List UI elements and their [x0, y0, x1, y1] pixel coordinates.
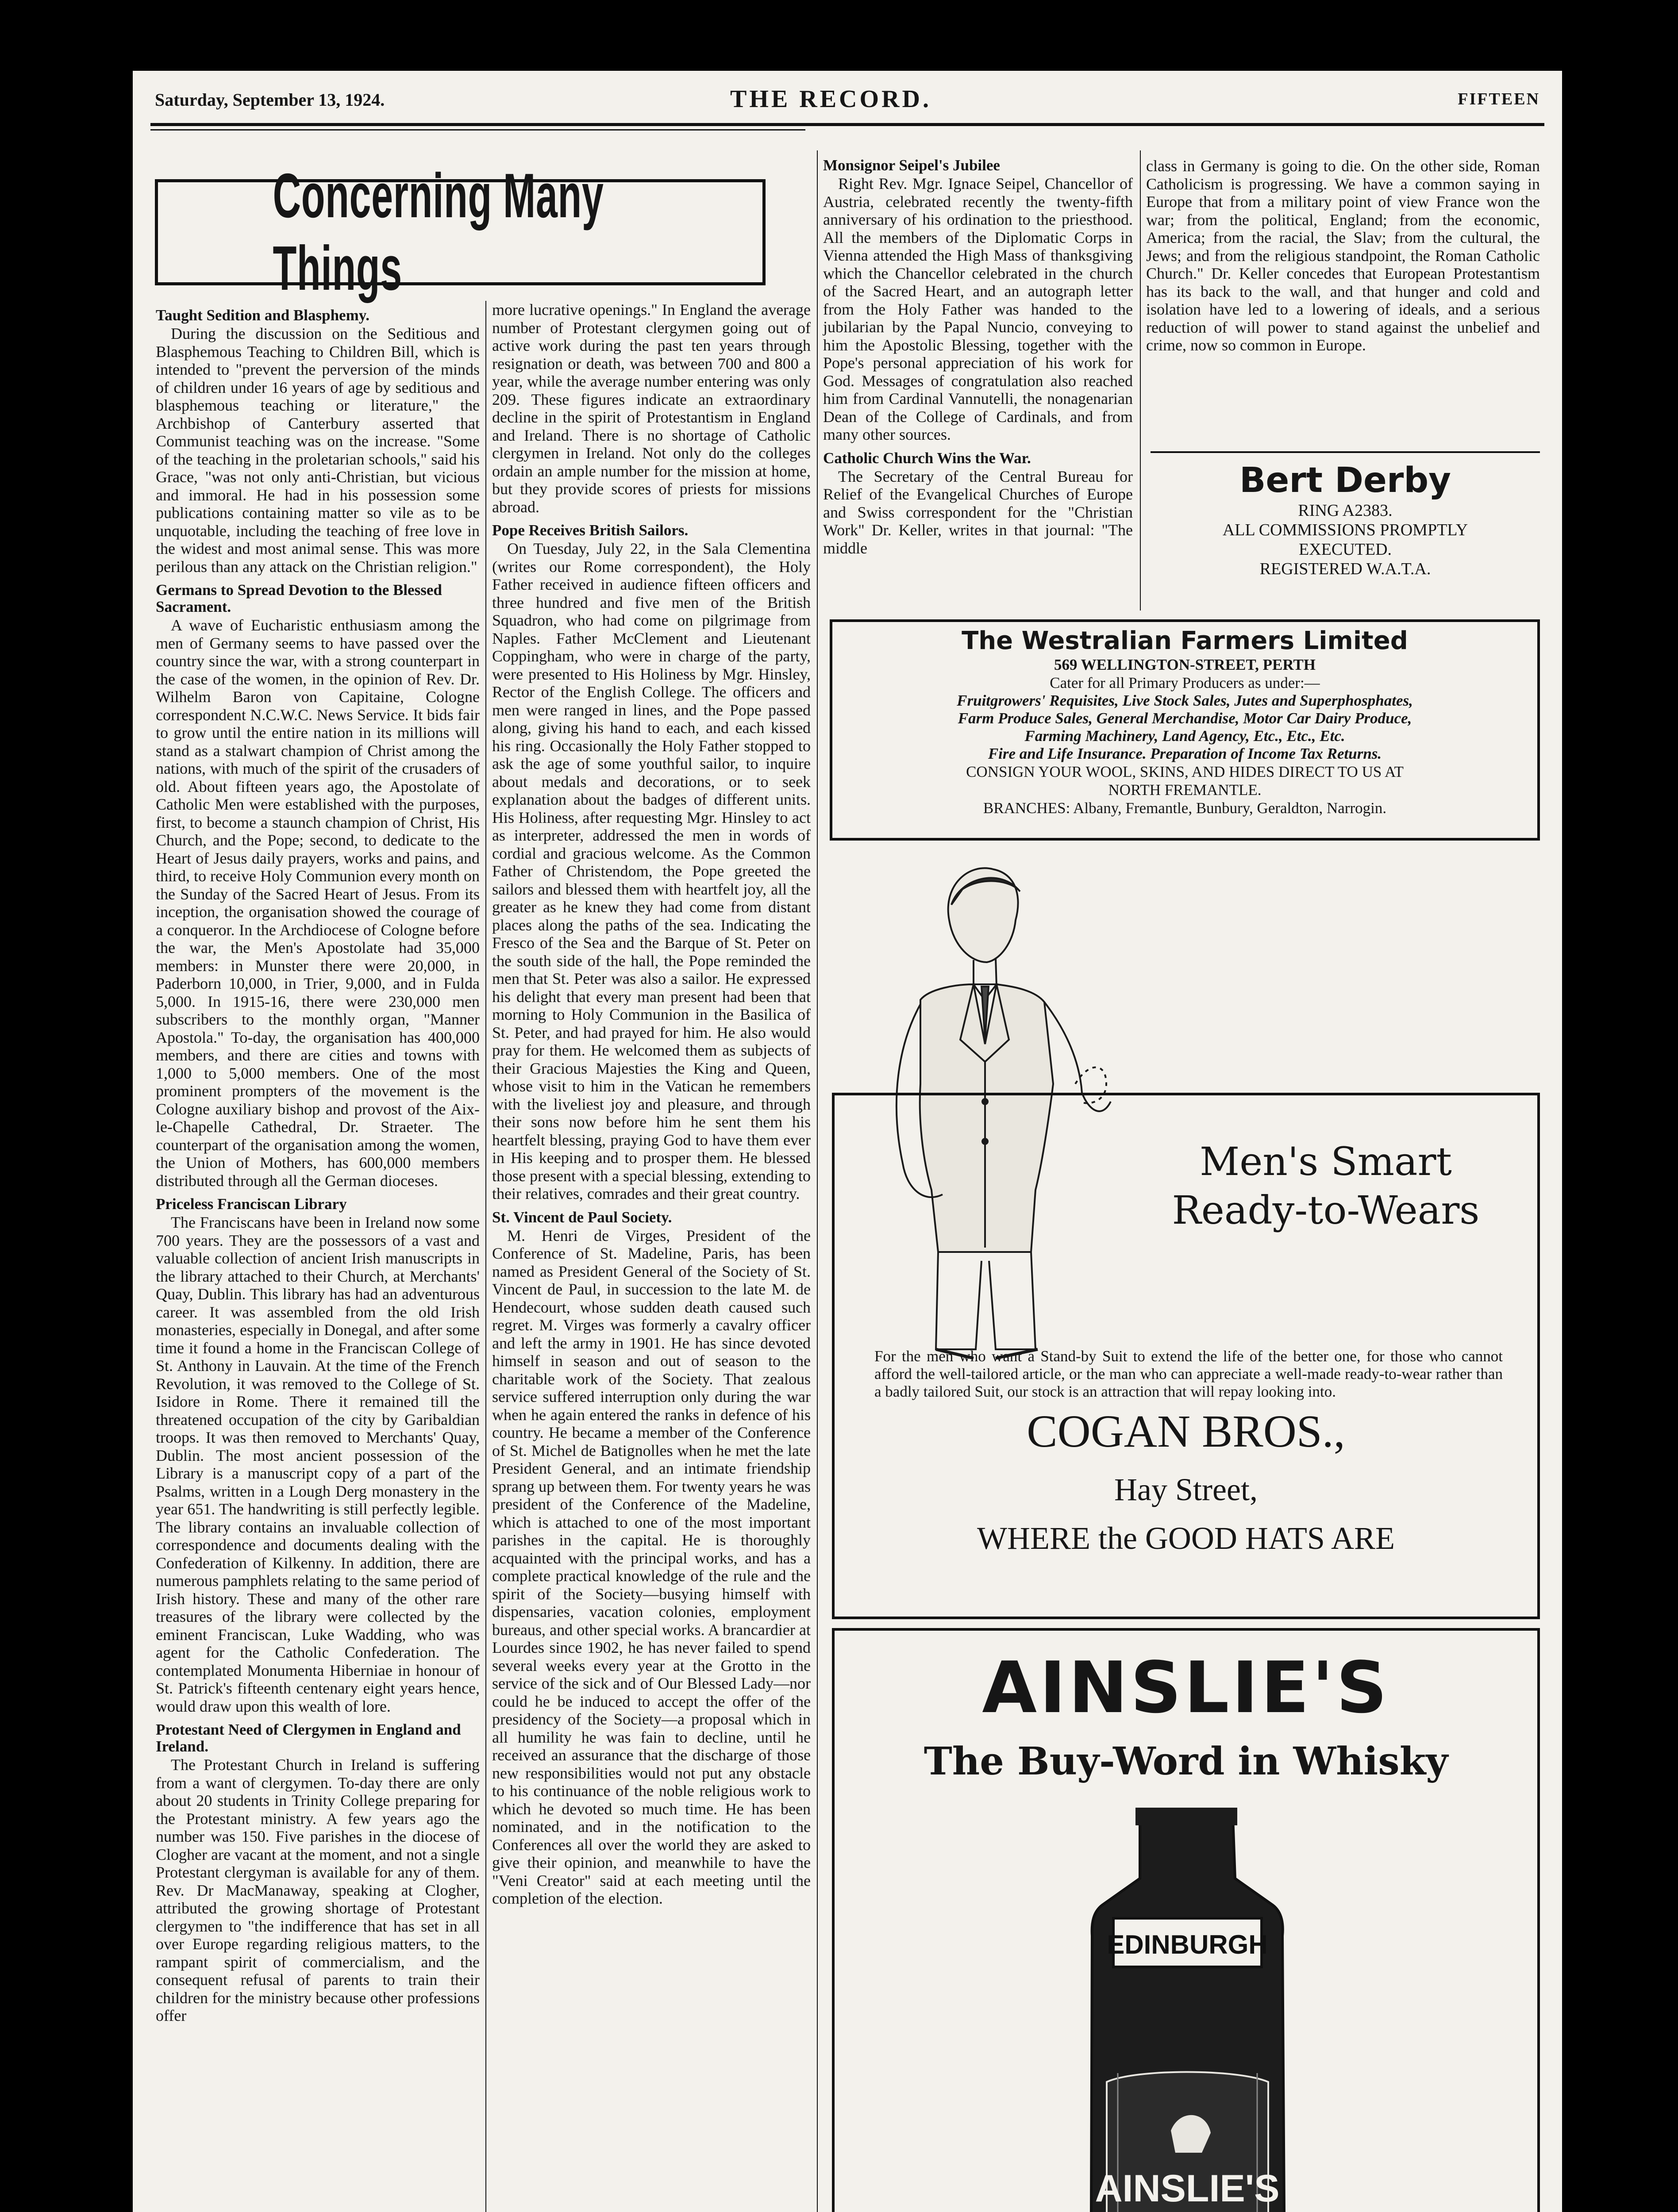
column-rule [485, 301, 486, 2212]
westralian-ad-service: Fire and Life Insurance. Preparation of Income Tax Returns. [988, 745, 1382, 762]
westralian-ad-service: Farming Machinery, Land Agency, Etc., Etc., Etc. [1024, 727, 1345, 745]
ainslie-ad-name: AINSLIE'S [982, 1646, 1390, 1729]
article-headline: Monsignor Seipel's Jubilee [823, 157, 1000, 174]
article-body: more lucrative openings." In England the average number of Protestant clergymen going out of active work during the past ten years through resignation or death, was between 700 and 800 a year, while the average number entering was only 209. These figures indicate an extraordinary decline in the spirit of Protestantism in England and Ireland. There is no shortage of Catholic clergymen in Ireland. Not only do the colleges ordain an ample number for the mission at home, but they provide scores of priests for missions abroad. [492, 301, 811, 516]
derby-ad-line: REGISTERED W.A.T.A. [1259, 560, 1431, 578]
ainslies-whisky-advertisement [832, 1628, 1540, 2212]
cogan-ad-headline-line2: Ready-to-Wears [1172, 1187, 1480, 1233]
ad-rule [1151, 451, 1540, 453]
article-headline: Priceless Franciscan Library [156, 1195, 347, 1213]
westralian-ad-line: NORTH FREMANTLE. [1108, 781, 1262, 799]
bottle-label-brand: AINSLIE'S [1095, 2167, 1280, 2210]
westralian-ad-line: CONSIGN YOUR WOOL, SKINS, AND HIDES DIRECT TO US AT [966, 763, 1404, 780]
derby-ad-name: Bert Derby [1239, 461, 1451, 500]
article-body: class in Germany is going to die. On the other side, Roman Catholicism is progressing. We have a common saying in Europe that from a military point of view France won the war; from the political, England; from the economic, America; from the racial, the Slav; from the cultural, the Jews; and from the religious standpoint, the Roman Catholic Church." Dr. Keller concedes that European Protestantism has its back to the wall, and that hunger and cold and isolation have led to a lowering of ideals, and a serious reduction of will power to stand against the unbelief and crime, now so common in Europe. [1146, 157, 1540, 354]
cogan-bros-advertisement [832, 1093, 1540, 1619]
column-1 [156, 301, 480, 2212]
article-headline: St. Vincent de Paul Society. [492, 1208, 672, 1226]
article-body: During the discussion on the Seditious and Blasphemous Teaching to Children Bill, which is intended to "prevent the perversion of the minds of children under 16 years of age by seditious and blasphemous teaching or literature," the Archbishop of Canterbury asserted that Communist teaching was on the increase. "Some of the teaching in the proletarian schools," said his Grace, "was not only anti-Christian, but vicious and immoral. He had in his possession some publications containing matter so vile as to be unquotable, including the teaching of free love in the widest and most animal sense. This was more perilous than any attack on the Christian religion." [156, 325, 480, 576]
derby-ad-line: ALL COMMISSIONS PROMPTLY [1222, 521, 1468, 539]
article-headline: Catholic Church Wins the War. [823, 449, 1031, 467]
cogan-ad-name: COGAN BROS., [1027, 1406, 1345, 1457]
article-headline: Pope Receives British Sailors. [492, 522, 689, 539]
article-body: Right Rev. Mgr. Ignace Seipel, Chancellor of Austria, celebrated recently the twenty-fifth anniversary of his ordination to the priesthood. All the members of the Diplomatic Corps in Vienna attended the High Mass of thanksgiving which the Chancellor celebrated in the church of the Sacred Heart, and an autograph letter from the Holy Father was handed to the jubilarian by the Papal Nuncio, conveying to him the Apostolic Blessing, together with the Pope's personal appreciation of his work for God. Messages of congratulation also reached him from Cardinal Vannutelli, the nonagenarian Dean of the College of Cardinals, and from many other sources. [823, 175, 1133, 443]
article-headline: Taught Sedition and Blasphemy. [156, 307, 370, 324]
westralian-ad-branches: BRANCHES: Albany, Fremantle, Bunbury, Geraldton, Narrogin. [983, 799, 1387, 817]
article-body: On Tuesday, July 22, in the Sala Clementina (writes our Rome correspondent), the Holy Father received in audience fifteen officers and three hundred and five men of the British Squadron, who had come on pilgrimage from Naples. Father McClement and Lieutenant Coppingham, who were in charge of the party, were presented to His Holiness by Mgr. Hinsley, Rector of the English College. The officers and men were ranged in lines, and the Pope passed along, giving his hand to each, and each kissed his ring. Occasionally the Holy Father stopped to ask the age of some youthful sailor, to inquire about medals and decorations, or to seek explanation about the badges of different units. His Holiness, after requesting Mgr. Hinsley to act as interpreter, addressed the men in words of cordial and gracious welcome. As the Common Father of Christendom, the Pope greeted the sailors and blessed them with heartfelt joy, all the greater as he knew they had come from distant places along the paths of the sea. Indicating the Fresco of the Sea and the Barque of St. Peter on the south side of the hall, the Pope reminded the men that St. Peter was also a sailor. He expressed his delight that every man present had been that morning to Holy Communion in the Basilica of St. Peter, and had prayed for him. He also would pray for them. He welcomed them as subjects of their Gracious Majesties the King and Queen, whose visit to him in the Vatican he remembers with the liveliest joy and pleasure, and through their sons now before him he sent them his heartfelt blessing, praying God to have them ever in His keeping and to prosper them. He blessed those present with a special blessing, extending to their relatives, comrades and their great country. [492, 540, 811, 1202]
westralian-ad-service: Farm Produce Sales, General Merchandise, Motor Car Dairy Produce, [958, 710, 1412, 727]
newspaper-title: THE RECORD. [730, 85, 931, 113]
column-2 [492, 301, 811, 2212]
masthead [155, 83, 1540, 119]
cogan-ad-headline [1131, 1137, 1520, 1235]
derby-ad-line: EXECUTED. [1298, 540, 1392, 559]
derby-ad-phone: RING A2383. [1298, 501, 1393, 520]
article-body: The Franciscans have been in Ireland now some 700 years. They are the possessors of a vast and valuable collection of ancient Irish manuscripts in the library attached to their Church, at Merchants' Quay, Dublin. This library has had an adventurous career. It was assembled from the old Irish monasteries, especially in Donegal, and after some time it found a home in the Franciscan College of St. Anthony in Lauvain. At the time of the French Revolution, it was removed to the College of St. Isidore in Rome. There it remained till the threatened occupation of the city by Garibaldian troops. It was then removed to Merchants' Quay, Dublin. The most ancient possession of the Library is a manuscript copy of a part of the Psalms, written in a Lough Derg monastery in the year 651. The handwriting is still perfectly legible. The library contains an invaluable collection of correspondence and documents dealing with the Confederation of Kilkenny. In addition, there are numerous pamphlets relating to the same period of Irish history. These and many of the other rare treasures of the library were collected by the eminent Franciscan, Luke Wadding, who was agent for the Catholic Confederation. The contemplated Monumenta Hiberniae in honour of St. Patrick's fifteenth centenary eight years hence, would draw upon this wealth of lore. [156, 1214, 480, 1715]
masthead-rule-thin [150, 129, 805, 131]
bert-derby-advertisement [1151, 460, 1540, 579]
cogan-ad-tagline: WHERE the GOOD HATS ARE [977, 1521, 1395, 1556]
article-headline: Germans to Spread Devotion to the Blessed Sacrament. [156, 581, 442, 615]
issue-date: Saturday, September 13, 1924. [155, 90, 385, 110]
cogan-ad-body: For the men who want a Stand-by Suit to extend the life of the better one, for those who cannot afford the well-tailored article, or the man who can appreciate a well-made ready-to-wear rather than a badly tailored Suit, our stock is an attraction that will repay looking into. [874, 1348, 1503, 1400]
column-4 [1146, 157, 1540, 354]
column-rule [817, 150, 818, 2212]
whisky-bottle-illustration [1090, 1808, 1286, 2212]
westralian-ad-line: Cater for all Primary Producers as under:— [1050, 674, 1320, 691]
article-body: The Protestant Church in Ireland is suffering from a want of clergymen. To-day there are only about 20 students in Trinity College preparing for the Protestant ministry. A few years ago the number was 150. Five parishes in the diocese of Clogher are vacant at the moment, and not a single Protestant clergyman is available for any of them. Rev. Dr MacManaway, speaking at Clogher, attributed the growing shortage of Protestant clergymen to "the indifference that has set in all over Europe regarding religious matters, to the rampant spirit of commercialism, and the consequent refusal of parents to train their children for the ministry because other professions offer [156, 1756, 480, 2024]
bottle-label-top: EDINBURGH [1107, 1930, 1268, 1959]
cogan-ad-headline-line1: Men's Smart [1200, 1139, 1452, 1184]
westralian-ad-service: Fruitgrowers' Requisites, Live Stock Sales, Jutes and Superphosphates, [957, 692, 1413, 709]
whisky-bottle-icon [835, 1631, 1538, 2212]
masthead-rule [150, 123, 1544, 126]
page-number: FIFTEEN [1458, 90, 1540, 108]
ainslie-ad-tagline: The Buy-Word in Whisky [924, 1739, 1448, 1784]
newspaper-page [133, 71, 1562, 2212]
article-headline: Protestant Need of Clergymen in England and Ireland. [156, 1721, 461, 1755]
column-3 [823, 157, 1133, 679]
section-title: Concerning Many Things [273, 161, 604, 303]
westralian-ad-name: The Westralian Farmers Limited [962, 626, 1408, 655]
westralian-farmers-advertisement [830, 619, 1540, 841]
section-title-box [155, 161, 766, 303]
cogan-ad-street: Hay Street, [1114, 1472, 1258, 1507]
column-rule [1140, 150, 1141, 611]
article-body: M. Henri de Virges, President of the Conference of St. Madeline, Paris, has been named as President General of the Society of St. Vincent de Paul, in succession to the late M. de Hendecourt, whose sudden death caused such regret. M. Virges was formerly a cavalry officer and left the army in 1901. He has since devoted himself in season and out of season to the charitable work of the Society. That zealous service suffered interruption only during the war when he again entered the ranks in defence of his country. He became a member of the Conference of St. Michel de Batignolles when he met the late President General, and an intimate friendship sprang up between them. For twenty years he was president of the Conference of the Madeline, which is attached to one of the most important parishes in the capital. He is thoroughly acquainted with the principal works, and has a complete practical knowledge of the rule and the spirit of the Society—busying himself with dispensaries, vacation colonies, employment bureaus, and other special works. A brancardier at Lourdes since 1902, he has never failed to spend several weeks every year at the Grotto in the service of the sick and of Our Blessed Lady—nor could he be induced to accept the offer of the presidency of the Society—a proposal which in all humility he was fain to decline, until he received an assurance that the discharge of those new responsibilities would not put any obstacle to his continuance of the noble religious work to which he devoted so much time. He has been nominated, and in the notification to the Conferences all over the world they are asked to give their opinion, and meanwhile to have the "Veni Creator" said at each meeting until the completion of the election. [492, 1226, 811, 1907]
article-body: A wave of Eucharistic enthusiasm among the men of Germany seems to have passed over the country since the war, with a strong counterpart in the case of the women, in the opinion of Rev. Dr. Wilhelm Baron von Capitaine, Cologne correspondent N.C.W.C. News Service. It bids fair to grow until the entire nation in its millions will stand as a stalwart champion of Christ among the nations, with much of the spirit of the crusaders of old. About fifteen years ago, the Apostolate of Catholic Men were established with the purposes, first, to become a staunch champion of Christ, His Church, and the Pope; second, to dedicate to the Heart of Jesus daily prayers, works and pains, and third, to receive Holy Communion every month on the Sunday of the Sacred Heart of Jesus. From its inception, the organisation showed the courage of a conqueror. In the Archdiocese of Cologne before the war, the Men's Apostolate had 35,000 members: in Munster there were 20,000, in Paderborn 10,000, in Trier, 9,000, and in Fulda 5,000. In 1915-16, there were 230,000 men subscribers to the monthly organ, "Manner Apostola." To-day, the organisation has 400,000 members, and there are cities and towns with 1,000 to 5,000 members. One of the most prominent prompters of the movement is the Cologne auxiliary bishop and provost of the Aix-le-Chapelle Cathedral, Dr. Straeter. The counterpart of the organisation among the women, the Union of Mothers, has 600,000 members distributed through all the German dioceses. [156, 616, 480, 1190]
westralian-ad-address: 569 WELLINGTON-STREET, PERTH [1054, 656, 1316, 673]
article-body: The Secretary of the Central Bureau for Relief of the Evangelical Churches of Europe and Swiss correspondent for the "Christian Work" Dr. Keller, writes in that journal: "The middle [823, 467, 1133, 557]
